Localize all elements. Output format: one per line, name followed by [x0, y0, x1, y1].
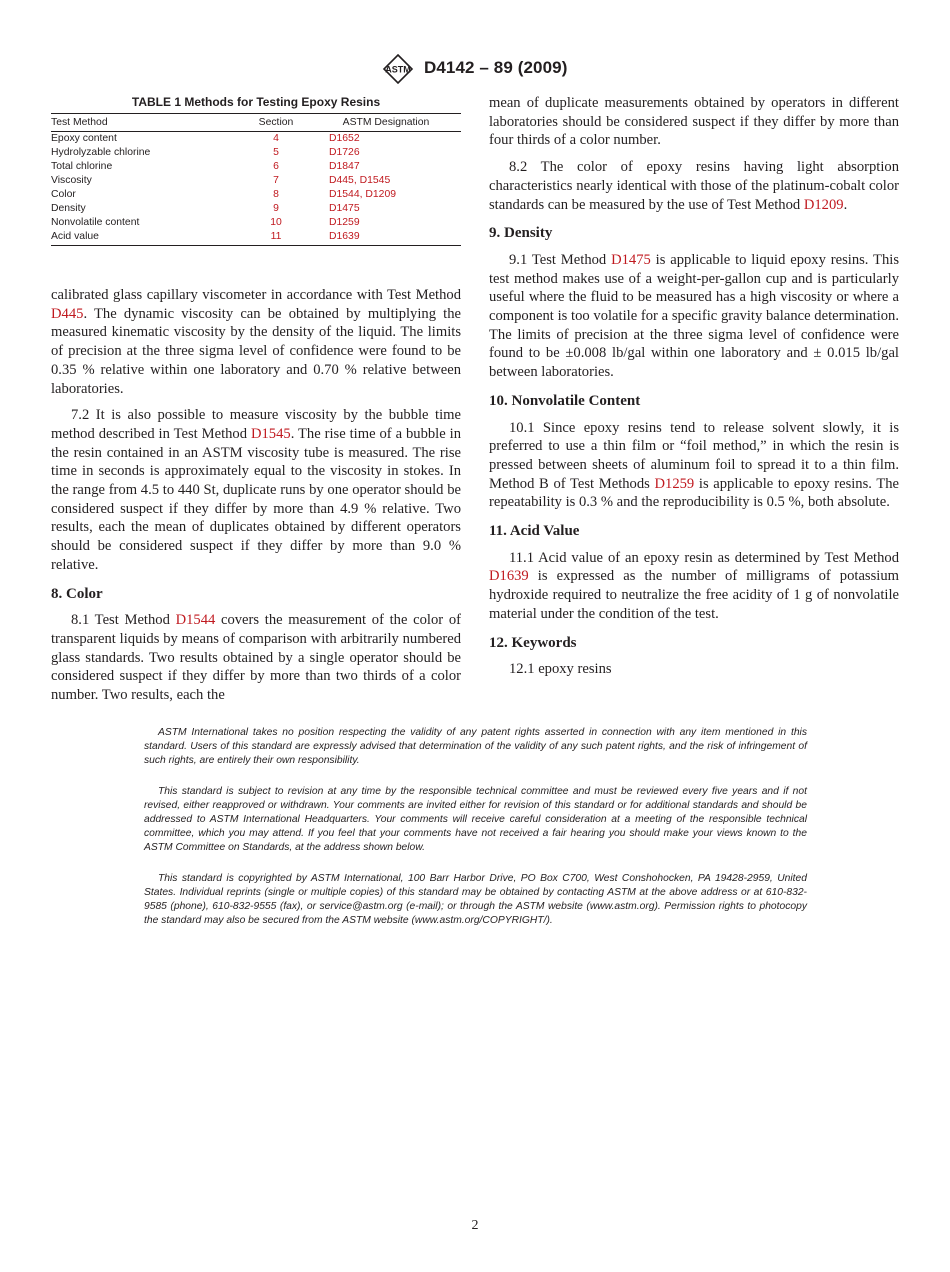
notice-patent-rights: ASTM International takes no position respecting the validity of any patent rights asserted in connection with any item mentioned in this standard. Users of this standard are expressly advised that determination of the validity of any such patent rights, and the risk of infringement of such rights, are entirely their own responsibility. — [144, 727, 807, 767]
paragraph-8-1-continued: mean of duplicate measurements obtained by operators in different laboratories should be considered suspect if they differ by more than four thirds of a color number. — [489, 95, 899, 149]
paragraph-12-1: 12.1 epoxy resins — [509, 661, 612, 678]
section-heading-acid-value: 11. Acid Value — [489, 523, 580, 540]
column-header-astm-designation: ASTM Designation — [311, 114, 461, 132]
table-row — [51, 188, 461, 202]
page-number: 2 — [471, 1218, 479, 1233]
table-cell-section-link[interactable]: 6 — [273, 161, 279, 172]
table-cell-section-link[interactable]: 7 — [273, 175, 279, 186]
paragraph-text: 11.1 Acid value of an epoxy resin as determined by Test Method — [509, 549, 899, 566]
paragraph-text: is applicable to liquid epoxy resins. This test method makes use of a weight-per-gallon cup and is particularly useful where the fluid to be measured has a high viscosity or where a component is too volatile for a specific gravity balance determination. The limits of precision at the three sigma level of confidence were found to be ±0.008 lb/gal within one laboratory and ± 0.015 lb/gal between laboratories. — [489, 251, 899, 381]
reference-link-d1545[interactable]: D1545 — [250, 425, 291, 442]
table-cell-designation-link[interactable]: D445, D1545 — [329, 175, 391, 186]
table-1 — [51, 94, 461, 246]
table-cell-designation-link[interactable]: D1259 — [329, 217, 360, 228]
table-cell-method: Viscosity — [51, 175, 92, 186]
reference-link-d445[interactable]: D445 — [51, 305, 84, 322]
table-cell-method: Acid value — [51, 230, 241, 246]
paragraph-text: . The rise time of a bubble in the resin contained in an ASTM viscosity tube is measured. The rise time in seconds is approximately equal to the viscosity in stokes. In the range from 4.5 to 440 St, duplicate runs by one operator should be considered suspect if they differ by more than 4.9 % relative. Two results, each the mean of duplicates obtained by different operators should be considered suspect if they differ by more than 9.0 % relative. — [51, 425, 462, 573]
left-column — [51, 286, 461, 713]
paragraph-7-2 — [51, 406, 461, 574]
reference-link-d1639[interactable]: D1639 — [489, 568, 529, 585]
notice-copyright: This standard is copyrighted by ASTM International, 100 Barr Harbor Drive, PO Box C700, West Conshohocken, PA 19428-2959, United States. Individual reprints (single or multiple copies) of this standard may be obtained by contacting ASTM at the above address or at 610-832-9585 (phone), 610-832-9555 (fax), or service@astm.org (e-mail); or through the ASTM website (www.astm.org). Permission rights to photocopy the standard may also be secured from the ASTM website (www.astm.org/COPYRIGHT/). — [144, 872, 807, 927]
svg-text:ASTM: ASTM — [385, 64, 411, 75]
paragraph-10-1 — [489, 419, 899, 513]
table-cell-section-link[interactable]: 5 — [273, 147, 279, 158]
paragraph-text: 8.1 Test Method — [71, 612, 176, 629]
table-cell-method: Color — [51, 189, 76, 200]
table-cell-section-link[interactable]: 9 — [273, 203, 279, 214]
table-cell-designation-link[interactable]: D1652 — [329, 133, 360, 144]
table-cell-designation-link[interactable]: D1544, D1209 — [329, 189, 397, 200]
table-cell-method: Total chlorine — [51, 161, 113, 172]
section-heading-density: 9. Density — [489, 225, 553, 242]
paragraph-text: . The dynamic viscosity can be obtained by multiplying the measured kinematic viscosity by the density of the liquid. The limits of precision at the three sigma level of confidence were found to be 0.35 % relative within one laboratory and 0.70 % relative between laboratories. — [51, 305, 461, 397]
paragraph-11-1 — [489, 549, 899, 624]
legal-notices — [144, 726, 807, 944]
section-heading-color: 8. Color — [51, 585, 103, 602]
paragraph-8-2 — [489, 158, 899, 214]
paragraph-7-1-continued — [51, 286, 461, 398]
column-header-test-method: Test Method — [51, 114, 241, 132]
table-cell-designation-link[interactable]: D1726 — [329, 147, 360, 158]
notice-revision: This standard is subject to revision at any time by the responsible technical committee and must be reviewed every five years and if not revised, either reapproved or withdrawn. Your comments are invited either for revision of this standard or for additional standards and should be addressed to ASTM International Headquarters. Your comments will receive careful consideration at a meeting of the responsible technical committee, which you may attend. If you feel that your comments have not received a fair hearing you should make your views known to the ASTM Committee on Standards, at the address shown below. — [144, 785, 807, 854]
section-heading-nonvolatile-content: 10. Nonvolatile Content — [489, 392, 641, 409]
table-cell-method: Nonvolatile content — [51, 217, 140, 228]
page-header — [0, 54, 950, 86]
methods-table — [51, 113, 461, 246]
table-row — [51, 202, 461, 216]
table-row — [51, 230, 461, 246]
paragraph-text: calibrated glass capillary viscometer in accordance with Test Method — [51, 287, 461, 303]
table-row — [51, 174, 461, 188]
table-cell-method: Hydrolyzable chlorine — [51, 147, 151, 158]
paragraph-text: is expressed as the number of milligrams of potassium hydroxide required to neutralize the free acidity of 1 g of nonvolatile material under the condition of the test. — [489, 568, 899, 622]
paragraph-text: 8.2 The color of epoxy resins having light absorption characteristics nearly identical with those of the platinum-cobalt color standards can be measured by the use of Test Method — [489, 159, 899, 213]
column-header-section: Section — [241, 114, 311, 132]
table-cell-designation-link[interactable]: D1639 — [311, 230, 461, 246]
table-row — [51, 132, 461, 147]
paragraph-8-1 — [51, 611, 461, 705]
table-cell-section-link[interactable]: 11 — [241, 230, 311, 246]
table-row — [51, 160, 461, 174]
reference-link-d1475[interactable]: D1475 — [611, 251, 651, 268]
table-title: TABLE 1 Methods for Testing Epoxy Resins — [131, 95, 381, 109]
paragraph-9-1 — [489, 251, 899, 382]
table-cell-designation-link[interactable]: D1847 — [329, 161, 360, 172]
table-cell-section-link[interactable]: 4 — [273, 133, 279, 144]
table-cell-section-link[interactable]: 10 — [270, 217, 282, 228]
paragraph-text: 9.1 Test Method — [509, 251, 612, 268]
document-designation: D4142 – 89 (2009) — [424, 58, 568, 77]
table-cell-section-link[interactable]: 8 — [273, 189, 279, 200]
table-cell-designation-link[interactable]: D1475 — [329, 203, 360, 214]
paragraph-text: covers the measurement of the color of transparent liquids by means of comparison with arbitrarily numbered glass standards. Two results obtained by a single operator should be considered suspect if they differ by more than two thirds of a color number. Two results, each the — [51, 612, 461, 704]
reference-link-d1544[interactable]: D1544 — [175, 612, 216, 629]
paragraph-text: . — [843, 196, 848, 213]
table-row — [51, 146, 461, 160]
table-cell-method: Epoxy content — [51, 133, 117, 144]
astm-logo-icon — [381, 54, 415, 84]
paragraph-text: 10.1 Since epoxy resins tend to release solvent slowly, it is preferred to use a thin film or “foil method,” in which the resin is pressed between sheets of aluminum foil to spread it to a thin film. Method B of Test Methods — [489, 419, 899, 492]
table-row — [51, 216, 461, 230]
reference-link-d1209[interactable]: D1209 — [803, 196, 844, 213]
right-column — [489, 94, 899, 687]
paragraph-text: 7.2 It is also possible to measure viscosity by the bubble time method described in Test Method — [51, 407, 461, 442]
reference-link-d1259[interactable]: D1259 — [654, 475, 695, 492]
table-cell-method: Density — [51, 203, 86, 214]
paragraph-text: is applicable to epoxy resins. The repeatability is 0.3 % and the reproducibility is 0.5 %, both absolute. — [489, 475, 900, 511]
section-heading-keywords: 12. Keywords — [489, 634, 577, 651]
table-header-row — [51, 114, 461, 132]
